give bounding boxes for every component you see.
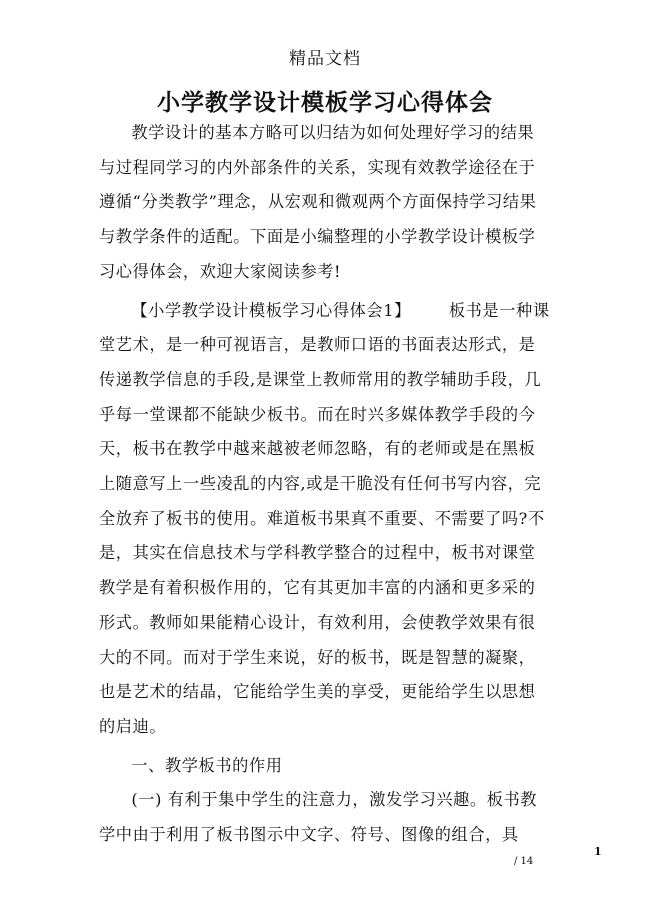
section1-text: 板书是一种课堂艺术，是一种可视语言，是教师口语的书面表达形式，是传递教学信息的手段,是课堂上教师常用的教学辅助手段，几乎每一堂课都不能缺少板书。而在时兴多媒体教学手段的今天，板书在教学中越来越被老师忽略，有的老师或是在黑板上随意写上一些凌乱的内容,或是干脆没有任何书写内容，完全放弃了板书的使用。难道板书果真不重要、不需要了吗?不是，其实在信息技术与学科教学整合的过程中，板书对课堂教学是有着积极作用的，它有其更加丰富的内涵和更多采的形式。教师如果能精心设计，有效利用，会使教学效果有很大的不同。而对于学生来说，好的板书，既是智慧的凝聚，也是艺术的结晶，它能给学生美的享受，更能给学生以思想的启迪。 [99,300,550,736]
page-total: / 14 [514,856,534,867]
point-paragraph: (一) 有利于集中学生的注意力，激发学习兴趣。板书教学中由于利用了板书图示中文字、符号、图像的组合，具 [99,790,538,845]
section-heading: 一、教学板书的作用 [131,755,283,775]
document-body [99,116,551,853]
page-number: 1 [594,845,602,858]
header-label: 精品文档 [289,49,361,69]
intro-paragraph: 教学设计的基本方略可以归结为如何处理好学习的结果与过程同学习的内外部条件的关系，实现有效教学途径在于遵循“分类教学”理念，从宏观和微观两个方面保持学习结果与教学条件的适配。下面是小编整理的小学教学设计模板学习心得体会，欢迎大家阅读参考! [99,123,537,281]
section1-label: 【小学教学设计模板学习心得体会1】 [131,300,411,320]
section1-paragraph [99,294,551,745]
document-title: 小学教学设计模板学习心得体会 [157,90,493,116]
